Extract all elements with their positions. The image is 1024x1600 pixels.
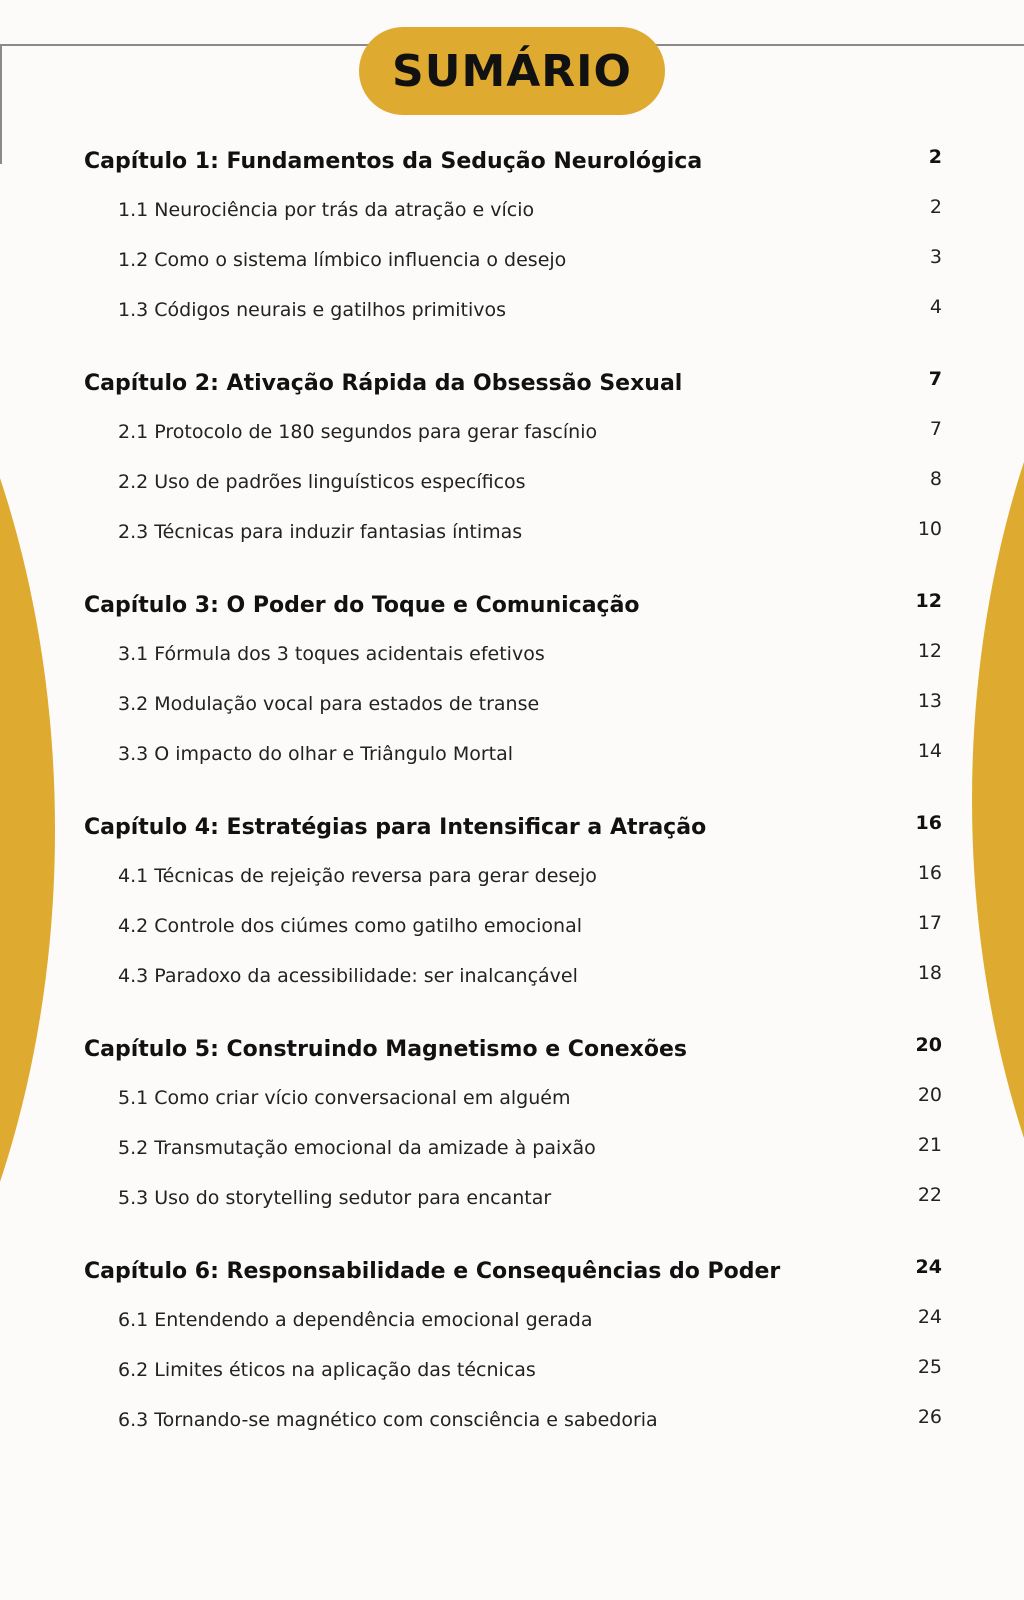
chapter-page-number: 12: [915, 590, 942, 612]
section-row[interactable]: [84, 1123, 942, 1173]
chapter-title: Capítulo 6: Responsabilidade e Consequências do Poder: [84, 1258, 781, 1284]
section-page-number: 17: [917, 912, 942, 934]
section-page-number: 16: [917, 862, 942, 884]
section-page-number: 13: [917, 690, 942, 712]
section-page-number: 26: [917, 1406, 942, 1428]
section-row[interactable]: [84, 1345, 942, 1395]
chapter-title: Capítulo 4: Estratégias para Intensificar a Atração: [84, 814, 707, 840]
chapter-2: [84, 359, 942, 557]
section-title: 5.3 Uso do storytelling sedutor para encantar: [118, 1187, 552, 1209]
section-title: 2.3 Técnicas para induzir fantasias íntimas: [118, 521, 523, 543]
chapter-3: [84, 581, 942, 779]
section-row[interactable]: [84, 901, 942, 951]
section-title: 3.3 O impacto do olhar e Triângulo Mortal: [118, 743, 514, 765]
chapter-page-number: 7: [928, 368, 942, 390]
section-row[interactable]: [84, 1295, 942, 1345]
section-page-number: 25: [917, 1356, 942, 1378]
section-title: 6.1 Entendendo a dependência emocional gerada: [118, 1309, 593, 1331]
table-of-contents: [84, 137, 942, 1469]
section-page-number: 14: [917, 740, 942, 762]
section-page-number: 21: [917, 1134, 942, 1156]
chapter-title: Capítulo 3: O Poder do Toque e Comunicação: [84, 592, 640, 618]
section-title: 6.2 Limites éticos na aplicação das técnicas: [118, 1359, 536, 1381]
chapter-row[interactable]: [84, 581, 942, 629]
section-page-number: 20: [917, 1084, 942, 1106]
section-page-number: 3: [929, 246, 942, 268]
section-title: 4.3 Paradoxo da acessibilidade: ser inalcançável: [118, 965, 578, 987]
section-title: 2.1 Protocolo de 180 segundos para gerar fascínio: [118, 421, 598, 443]
chapter-row[interactable]: [84, 137, 942, 185]
section-title: 3.1 Fórmula dos 3 toques acidentais efetivos: [118, 643, 545, 665]
left-frame-line: [0, 44, 2, 164]
section-title: 5.2 Transmutação emocional da amizade à paixão: [118, 1137, 596, 1159]
section-row[interactable]: [84, 185, 942, 235]
chapter-title: Capítulo 5: Construindo Magnetismo e Conexões: [84, 1036, 687, 1062]
section-page-number: 22: [917, 1184, 942, 1206]
section-row[interactable]: [84, 1173, 942, 1223]
chapter-row[interactable]: [84, 1247, 942, 1295]
section-page-number: 2: [929, 196, 942, 218]
section-page-number: 4: [929, 296, 942, 318]
section-row[interactable]: [84, 507, 942, 557]
chapter-title: Capítulo 1: Fundamentos da Sedução Neurológica: [84, 148, 703, 174]
section-title: 1.2 Como o sistema límbico influencia o desejo: [118, 249, 567, 271]
section-row[interactable]: [84, 1073, 942, 1123]
section-row[interactable]: [84, 457, 942, 507]
chapter-title: Capítulo 2: Ativação Rápida da Obsessão Sexual: [84, 370, 683, 396]
chapter-row[interactable]: [84, 803, 942, 851]
chapter-page-number: 2: [928, 146, 942, 168]
section-page-number: 7: [929, 418, 942, 440]
title-badge: [359, 27, 665, 115]
section-title: 2.2 Uso de padrões linguísticos específicos: [118, 471, 526, 493]
section-title: 6.3 Tornando-se magnético com consciência e sabedoria: [118, 1409, 658, 1431]
section-title: 3.2 Modulação vocal para estados de transe: [118, 693, 540, 715]
section-row[interactable]: [84, 729, 942, 779]
section-title: 4.2 Controle dos ciúmes como gatilho emocional: [118, 915, 582, 937]
section-row[interactable]: [84, 235, 942, 285]
chapter-page-number: 16: [915, 812, 942, 834]
section-row[interactable]: [84, 951, 942, 1001]
chapter-5: [84, 1025, 942, 1223]
page-title: SUMÁRIO: [392, 45, 632, 97]
section-row[interactable]: [84, 629, 942, 679]
section-row[interactable]: [84, 851, 942, 901]
chapter-1: [84, 137, 942, 335]
section-page-number: 10: [917, 518, 942, 540]
chapter-row[interactable]: [84, 1025, 942, 1073]
section-page-number: 12: [917, 640, 942, 662]
section-title: 1.3 Códigos neurais e gatilhos primitivos: [118, 299, 507, 321]
section-page-number: 18: [917, 962, 942, 984]
chapter-page-number: 20: [915, 1034, 942, 1056]
chapter-4: [84, 803, 942, 1001]
right-decorative-arc: [972, 40, 1024, 1560]
section-row[interactable]: [84, 285, 942, 335]
chapter-row[interactable]: [84, 359, 942, 407]
left-decorative-arc: [0, 60, 55, 1600]
section-page-number: 8: [929, 468, 942, 490]
chapter-6: [84, 1247, 942, 1445]
section-row[interactable]: [84, 407, 942, 457]
section-page-number: 24: [917, 1306, 942, 1328]
section-title: 5.1 Como criar vício conversacional em alguém: [118, 1087, 571, 1109]
chapter-page-number: 24: [915, 1256, 942, 1278]
section-row[interactable]: [84, 679, 942, 729]
section-title: 1.1 Neurociência por trás da atração e vício: [118, 199, 535, 221]
section-row[interactable]: [84, 1395, 942, 1445]
section-title: 4.1 Técnicas de rejeição reversa para gerar desejo: [118, 865, 597, 887]
